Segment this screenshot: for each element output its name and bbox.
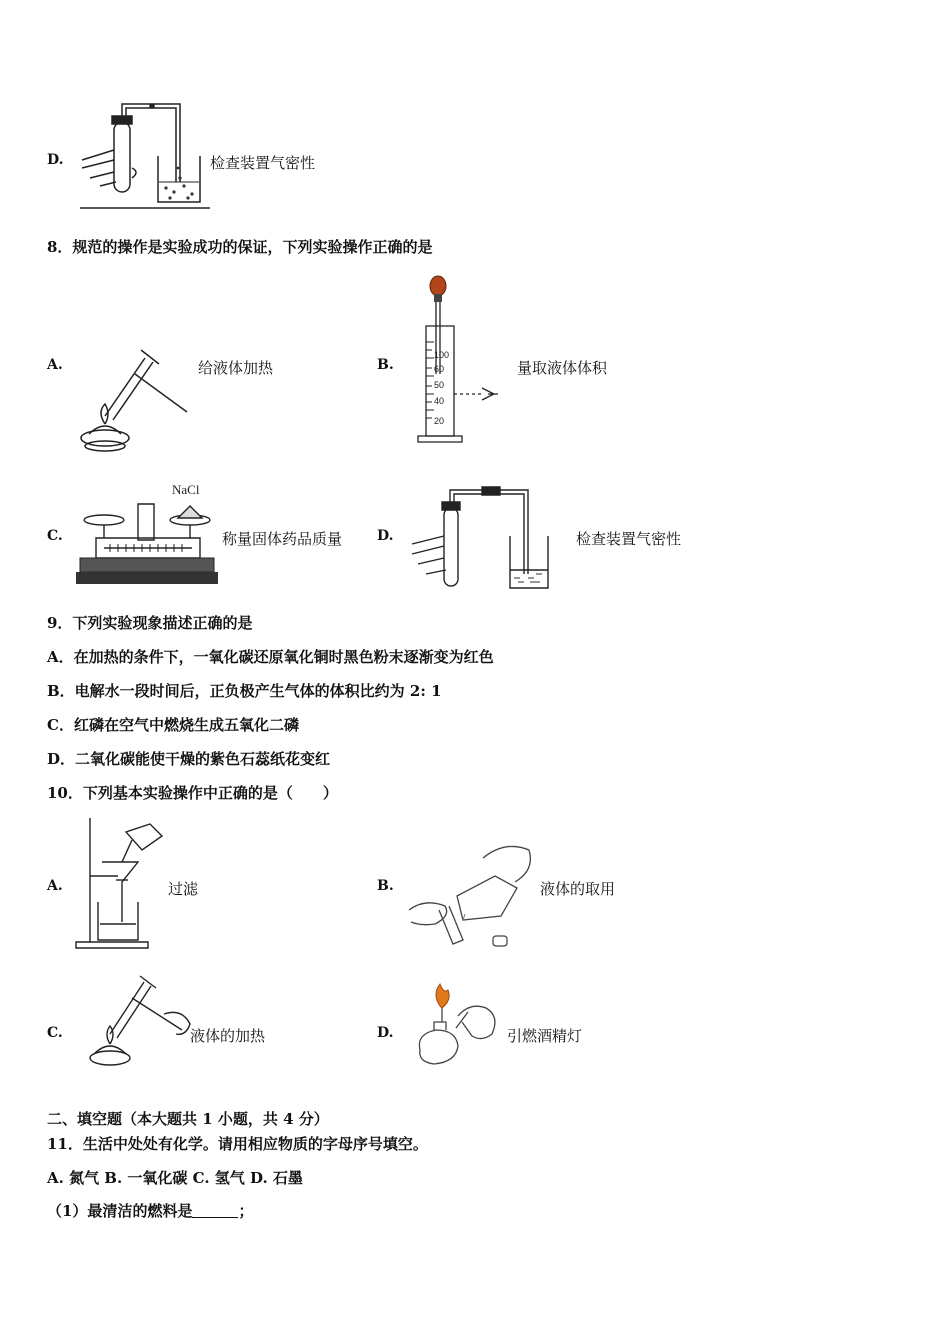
q11-stem: 11．生活中处处有化学。请用相应物质的字母序号填空。 — [47, 1135, 428, 1153]
q10-pouring-liquid-figure — [405, 840, 545, 954]
q8-balance-figure — [76, 480, 218, 590]
q8-measuring-cylinder-figure — [412, 276, 512, 448]
q10-option-d-letter: D. — [377, 1025, 394, 1041]
q7-option-d-letter: D. — [47, 152, 64, 168]
q11-choices: A. 氮气 B. 一氧化碳 C. 氢气 D. 石墨 — [47, 1169, 303, 1187]
q11-sub1-answer-blank[interactable] — [192, 1203, 238, 1218]
q10-stem: 10．下列基本实验操作中正确的是（ ） — [47, 784, 338, 802]
q11-sub1-end: ； — [238, 1202, 254, 1220]
q11-sub1-prompt: （1）最清洁的燃料是 — [47, 1202, 193, 1220]
q8-option-a-caption: 给液体加热 — [198, 359, 274, 377]
q7-option-d-caption: 检查装置气密性 — [210, 154, 316, 172]
cylinder-tick-40: 40 — [434, 396, 445, 406]
cylinder-tick-20: 20 — [434, 416, 445, 426]
q10-option-d-caption: 引燃酒精灯 — [507, 1027, 583, 1045]
q10-option-a-letter: A. — [47, 878, 63, 894]
balance-nacl-label: NaCl — [172, 482, 200, 497]
cylinder-tick-60: 60 — [434, 364, 445, 374]
q9-option-d: D．二氧化碳能使干燥的紫色石蕊纸花变红 — [47, 750, 331, 768]
q10-heating-liquid-figure — [86, 972, 196, 1072]
q8-option-d-letter: D. — [377, 528, 394, 544]
q8-option-b-caption: 量取液体体积 — [517, 359, 608, 377]
q9-option-a: A．在加热的条件下，一氧化碳还原氧化铜时黑色粉末逐渐变为红色 — [47, 648, 494, 666]
cylinder-tick-100: 100 — [434, 350, 450, 360]
q9-option-c: C．红磷在空气中燃烧生成五氧化二磷 — [47, 716, 299, 734]
q8-option-c-letter: C. — [47, 528, 63, 544]
q9-option-b: B．电解水一段时间后，正负极产生气体的体积比约为 2: 1 — [47, 682, 442, 700]
q8-option-d-caption: 检查装置气密性 — [576, 530, 682, 548]
q10-option-a-caption: 过滤 — [168, 880, 199, 898]
q11-sub1 — [47, 1200, 253, 1221]
q10-option-c-caption: 液体的加热 — [190, 1027, 266, 1045]
q10-option-b-caption: 液体的取用 — [540, 880, 616, 898]
q10-lighting-lamp-figure — [412, 982, 508, 1074]
q8-option-a-letter: A. — [47, 357, 63, 373]
q8-stem: 8．规范的操作是实验成功的保证，下列实验操作正确的是 — [47, 238, 433, 256]
q10-filtration-figure — [76, 816, 176, 950]
q8-heating-liquid-figure — [75, 338, 190, 454]
q8-option-c-caption: 称量固体药品质量 — [222, 530, 343, 548]
q8-airtightness-figure — [410, 484, 560, 592]
section-2-heading: 二、填空题（本大题共 1 小题，共 4 分） — [47, 1110, 329, 1128]
q7-airtightness-apparatus-figure — [80, 98, 220, 210]
q10-option-b-letter: B. — [377, 878, 394, 894]
q9-stem: 9．下列实验现象描述正确的是 — [47, 614, 253, 632]
cylinder-tick-50: 50 — [434, 380, 445, 390]
q10-option-c-letter: C. — [47, 1025, 63, 1041]
q8-option-b-letter: B. — [377, 357, 394, 373]
